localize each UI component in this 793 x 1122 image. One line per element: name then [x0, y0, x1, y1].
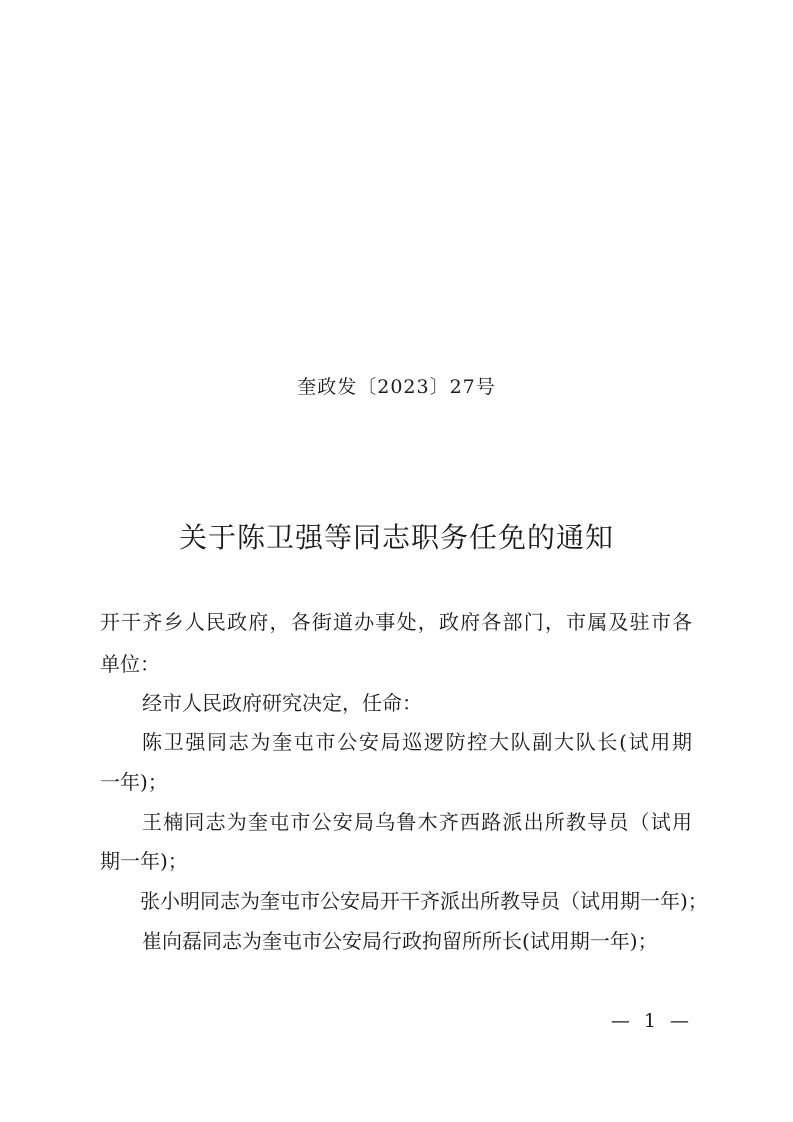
document-number: 奎政发〔2023〕27号	[297, 376, 496, 398]
appointment-item-continued: 一年)；	[100, 770, 168, 794]
document-title: 关于陈卫强等同志职务任免的通知	[178, 521, 614, 554]
appointment-item: 张小明同志为奎屯市公安局开干齐派出所教导员（试用期一年)；	[140, 889, 708, 913]
recipients-line: 开干齐乡人民政府，各街道办事处，政府各部门，市属及驻市各	[100, 610, 692, 634]
appointment-item: 王楠同志为奎屯市公安局乌鲁木齐西路派出所教导员（试用	[142, 810, 692, 834]
recipients-line-end: 单位：	[100, 652, 160, 676]
appointment-item: 崔向磊同志为奎屯市公安局行政拘留所所长(试用期一年)；	[142, 929, 658, 953]
appointment-item: 陈卫强同志为奎屯市公安局巡逻防控大队副大队长(试用期	[142, 730, 692, 754]
decision-intro: 经市人民政府研究决定，任命：	[142, 691, 422, 715]
appointment-item-continued: 期一年)；	[100, 849, 188, 873]
page-number: — 1 —	[610, 1010, 693, 1032]
